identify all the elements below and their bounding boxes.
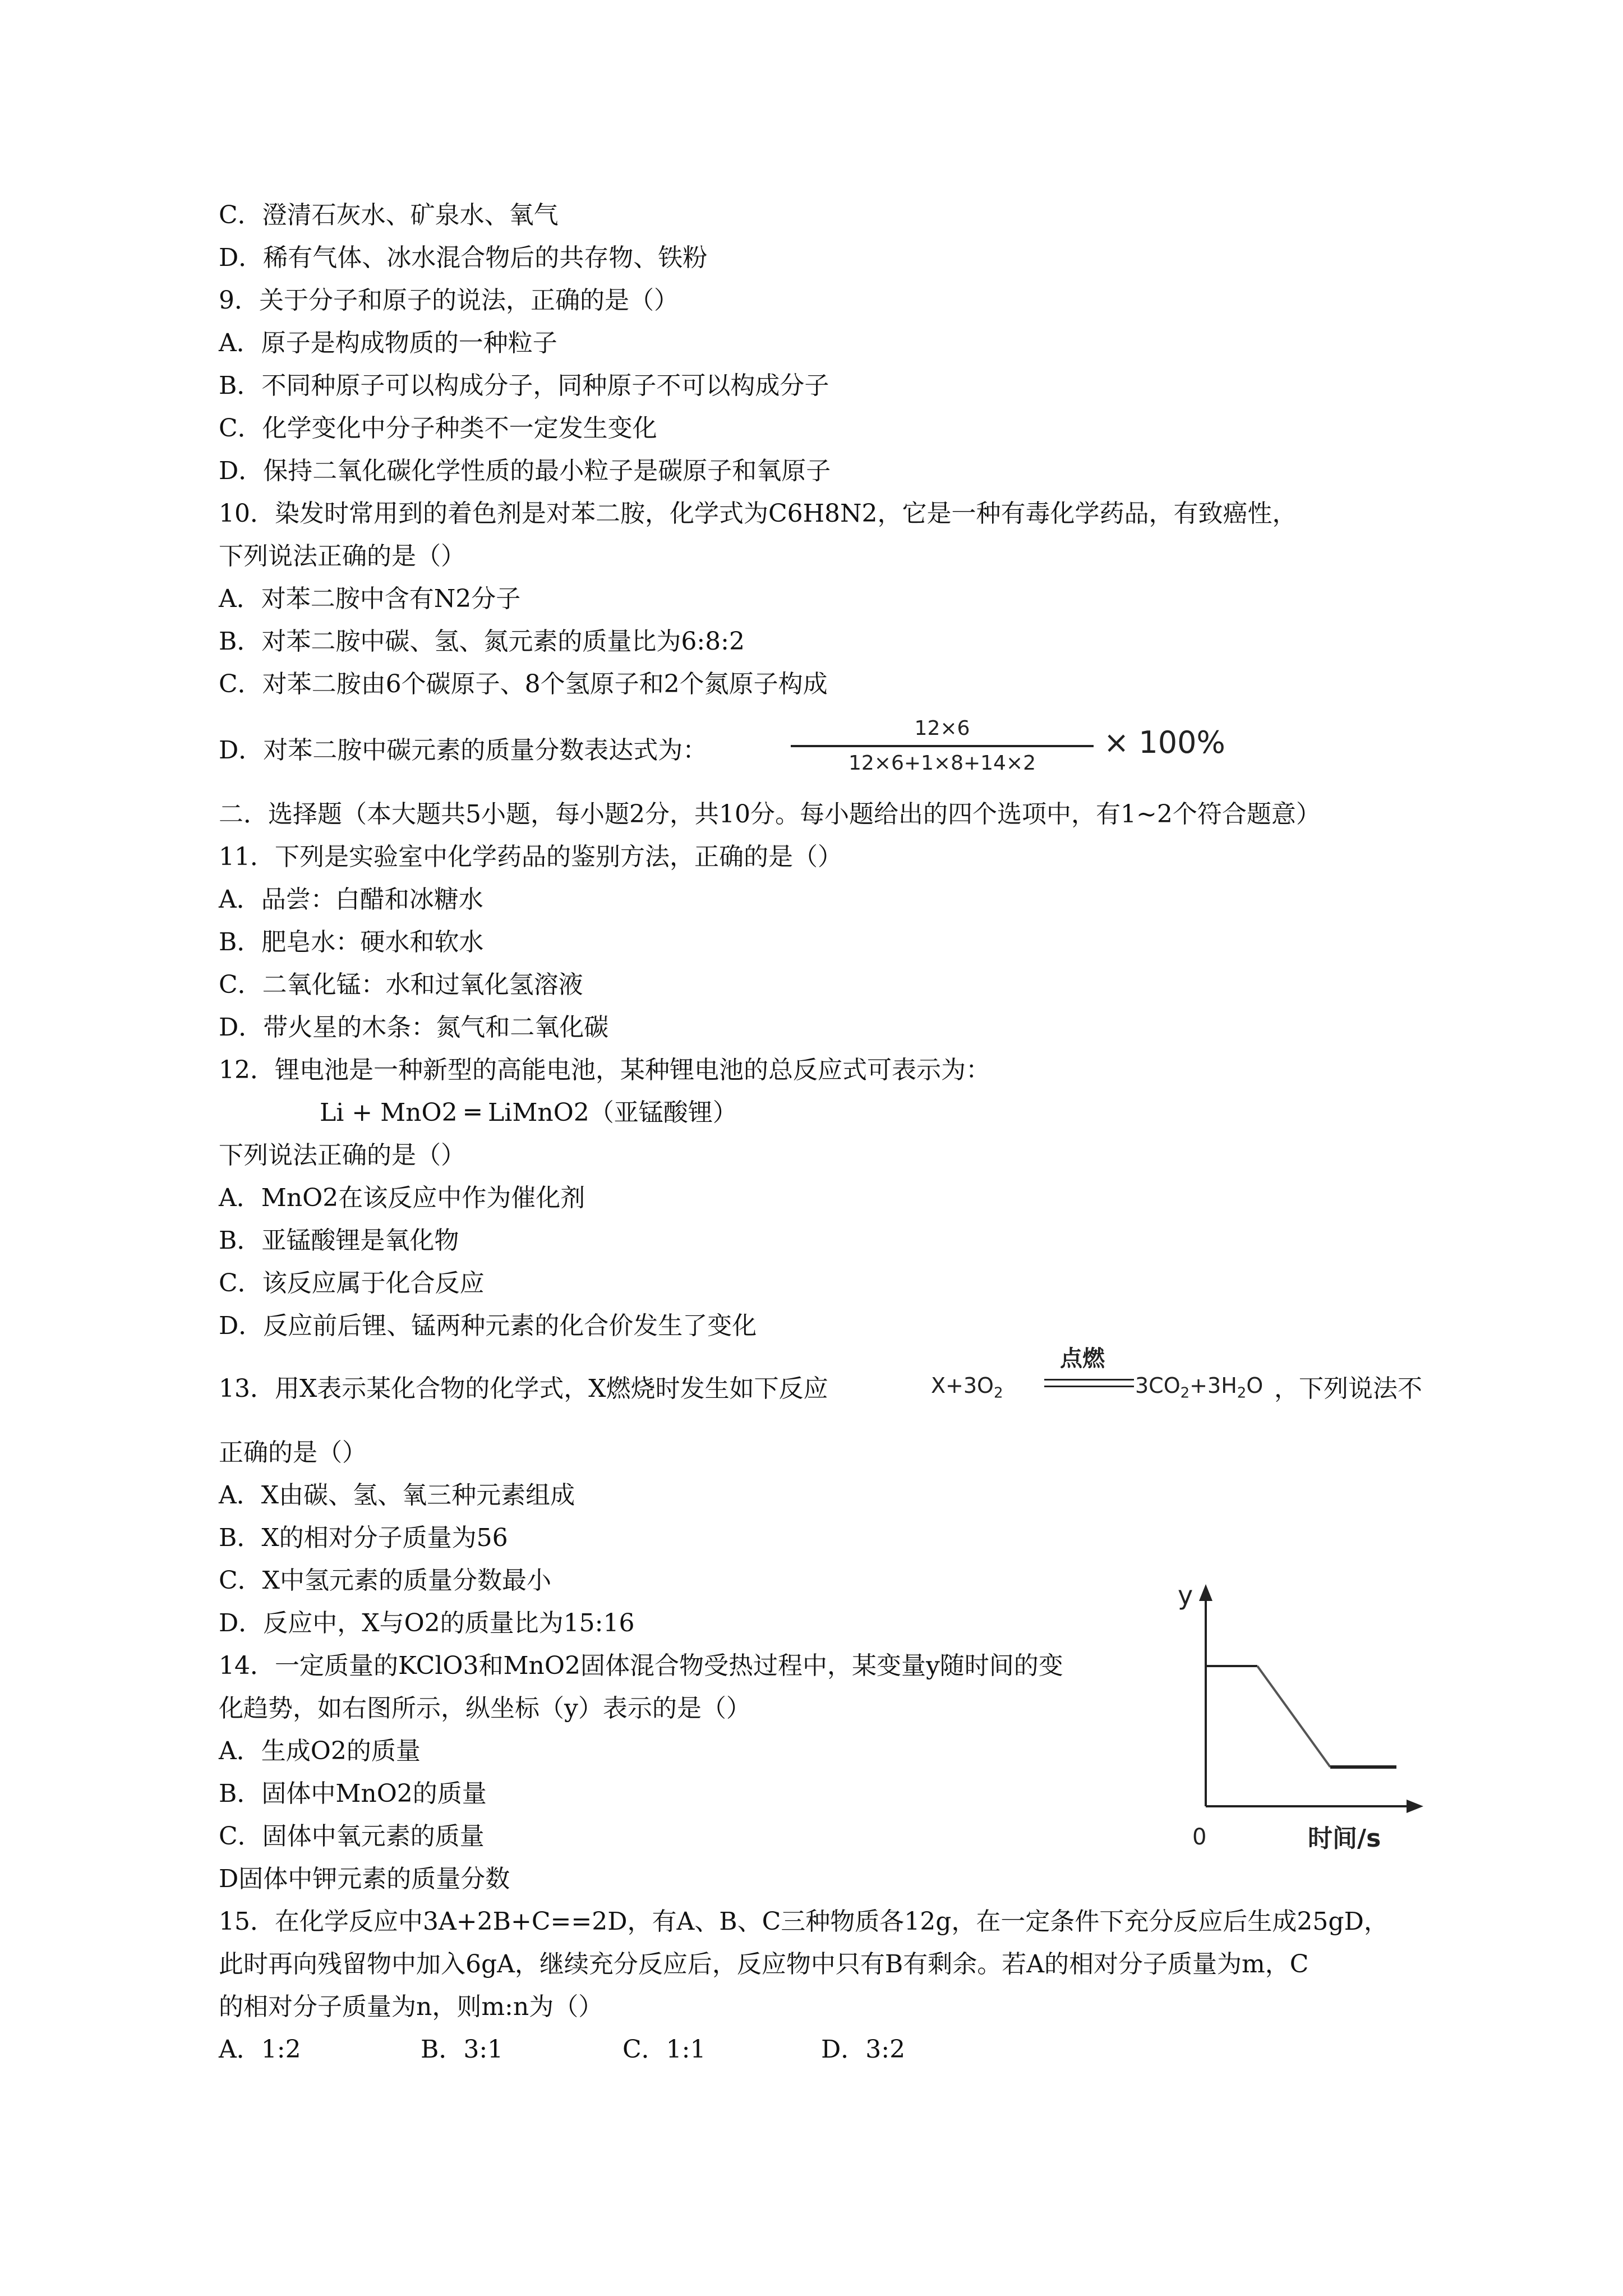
q13-option-c: C．X中氢元素的质量分数最小 — [219, 1566, 551, 1595]
eq13-right-text: 3CO — [1135, 1373, 1181, 1398]
q13-stem-part1: 13．用X表示某化合物的化学式，X燃烧时发生如下反应 — [219, 1374, 828, 1403]
q9-option-a: A．原子是构成物质的一种粒子 — [219, 329, 557, 357]
q11-option-b: B．肥皂水：硬水和软水 — [219, 928, 484, 956]
q12-equation: Li + MnO2 ═ LiMnO2（亚锰酸锂） — [320, 1098, 737, 1127]
curve-decreasing — [1257, 1666, 1330, 1767]
q12-stem: 12．锂电池是一种新型的高能电池，某种锂电池的总反应式可表示为： — [219, 1056, 990, 1084]
q10-stem-line2: 下列说法正确的是（） — [219, 542, 465, 570]
q10-option-d: D．对苯二胺中碳元素的质量分数表达式为： — [219, 736, 708, 765]
y-axis-arrow — [1199, 1584, 1212, 1601]
q10-stem-line1: 10．染发时常用到的着色剂是对苯二胺，化学式为C6H8N2，它是一种有毒化学药品，有致癌性， — [219, 499, 1297, 528]
q9-option-d: D．保持二氧化碳化学性质的最小粒子是碳原子和氧原子 — [219, 457, 831, 485]
q11-stem: 11．下列是实验室中化学药品的鉴别方法，正确的是（） — [219, 843, 842, 871]
q10-option-a: A．对苯二胺中含有N2分子 — [219, 585, 521, 613]
formula-numerator: 12×6 — [914, 717, 970, 740]
q14-stem-line1: 14．一定质量的KClO3和MnO2固体混合物受热过程中，某变量y随时间的变 — [219, 1651, 1063, 1680]
origin-label: 0 — [1192, 1824, 1207, 1850]
formula-denominator: 12×6+1×8+14×2 — [848, 752, 1036, 775]
eq13-condition: 点燃 — [1060, 1346, 1105, 1372]
q15-stem-line2: 此时再向残留物中加入6gA，继续充分反应后，反应物中只有B有剩余。若A的相对分子质量为m，C — [219, 1950, 1309, 1978]
q8-option-c: C．澄清石灰水、矿泉水、氧气 — [219, 201, 559, 229]
eq13-right — [1135, 1373, 1263, 1402]
section-2-heading: 二．选择题（本大题共5小题，每小题2分，共10分。每小题给出的四个选项中，有1~2个符合题意） — [219, 800, 1321, 829]
formula-fraction-bar — [791, 745, 1094, 747]
q15-option-d: D．3:2 — [821, 2035, 906, 2064]
q14-graph — [1161, 1582, 1464, 1862]
y-axis-label: y — [1178, 1582, 1193, 1611]
eq13-left-text: X+3O — [931, 1373, 994, 1398]
q12-option-d: D．反应前后锂、锰两种元素的化合价发生了变化 — [219, 1312, 757, 1340]
q15-option-b: B．3:1 — [421, 2035, 504, 2064]
q10-option-c: C．对苯二胺由6个碳原子、8个氢原子和2个氮原子构成 — [219, 670, 828, 698]
q11-option-c: C．二氧化锰：水和过氧化氢溶液 — [219, 970, 583, 999]
eq13-right-sub: 2 — [1180, 1384, 1190, 1402]
eq13-right3-text: O — [1246, 1373, 1264, 1398]
q12-option-c: C．该反应属于化合反应 — [219, 1269, 485, 1297]
q14-stem-line2: 化趋势，如右图所示，纵坐标（y）表示的是（） — [219, 1694, 751, 1723]
q15-option-c: C．1:1 — [623, 2035, 706, 2064]
q13-stem-part2: ，下列说法不 — [1274, 1374, 1422, 1403]
q14-option-b: B．固体中MnO2的质量 — [219, 1779, 487, 1808]
q13-option-b: B．X的相对分子质量为56 — [219, 1524, 508, 1552]
q13-option-d: D．反应中，X与O2的质量比为15:16 — [219, 1609, 635, 1637]
formula-times-percent: × 100% — [1104, 725, 1225, 760]
x-axis-arrow — [1407, 1800, 1423, 1813]
q10-option-b: B．对苯二胺中碳、氢、氮元素的质量比为6:8:2 — [219, 627, 745, 656]
eq13-bar-top — [1044, 1379, 1134, 1381]
x-axis-label: 时间/s — [1308, 1824, 1381, 1853]
q12-option-a: A．MnO2在该反应中作为催化剂 — [219, 1184, 585, 1212]
q14-option-c: C．固体中氧元素的质量 — [219, 1822, 485, 1851]
q12-stem-line2: 下列说法正确的是（） — [219, 1141, 465, 1170]
q13-stem-line2: 正确的是（） — [219, 1438, 367, 1467]
eq13-right2-text: +3H — [1189, 1373, 1237, 1398]
q15-stem-line1: 15．在化学反应中3A+2B+C==2D，有A、B、C三种物质各12g，在一定条件下充分反应后生成25gD， — [219, 1907, 1389, 1936]
eq13-right2-sub: 2 — [1237, 1384, 1247, 1402]
q9-option-c: C．化学变化中分子种类不一定发生变化 — [219, 414, 657, 443]
q13-option-a: A．X由碳、氢、氧三种元素组成 — [219, 1481, 575, 1510]
eq13-left-sub: 2 — [993, 1384, 1003, 1402]
q14-option-d: D固体中钾元素的质量分数 — [219, 1865, 510, 1893]
q8-option-d: D．稀有气体、冰水混合物后的共存物、铁粉 — [219, 243, 708, 272]
q9-stem: 9．关于分子和原子的说法，正确的是（） — [219, 286, 679, 315]
q15-option-a: A．1:2 — [219, 2035, 301, 2064]
q15-stem-line3: 的相对分子质量为n，则m:n为（） — [219, 1993, 603, 2021]
q12-option-b: B．亚锰酸锂是氧化物 — [219, 1226, 459, 1255]
q11-option-a: A．品尝：白醋和冰糖水 — [219, 885, 483, 914]
eq13-left — [931, 1373, 1003, 1402]
q11-option-d: D．带火星的木条：氮气和二氧化碳 — [219, 1013, 609, 1042]
q14-option-a: A．生成O2的质量 — [219, 1737, 421, 1765]
q9-option-b: B．不同种原子可以构成分子，同种原子不可以构成分子 — [219, 371, 829, 400]
eq13-bar-bottom — [1044, 1386, 1134, 1387]
